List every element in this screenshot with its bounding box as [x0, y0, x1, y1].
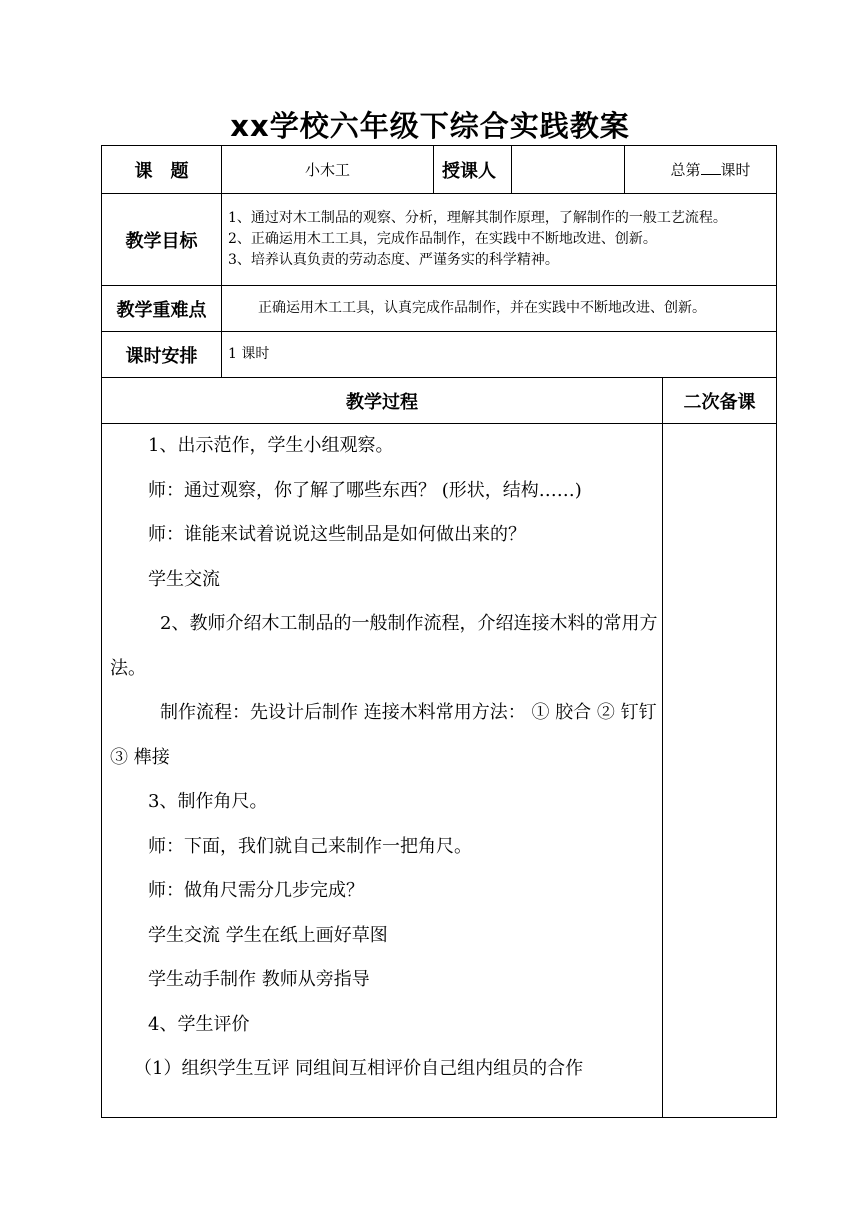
goals-label: 教学目标 [102, 194, 222, 286]
topic-row [102, 146, 777, 194]
process-para-11: 学生动手制作 教师从旁指导 [148, 969, 370, 990]
goals-row [102, 194, 777, 286]
process-para-2: 师：通过观察，你了解了哪些东西？ (形状，结构……) [148, 479, 582, 501]
total-prefix: 总第 [670, 161, 701, 179]
process-header: 教学过程 [102, 378, 663, 424]
process-body-row [102, 424, 777, 1118]
goal-line-3: 3、培养认真负责的劳动态度、严谨务实的科学精神。 [228, 252, 559, 268]
second-prep-header: 二次备课 [663, 378, 777, 424]
process-para-10: 学生交流 学生在纸上画好草图 [148, 924, 388, 946]
teacher-value [512, 146, 625, 194]
process-para-8: 师：下面，我们就自己来制作一把角尺。 [148, 835, 472, 857]
total-lesson-cell [625, 146, 777, 194]
process-para-1: 1、出示范作，学生小组观察。 [148, 435, 394, 456]
process-para-5: 2、教师介绍木工制品的一般制作流程，介绍连接木料的常用方法。 [110, 613, 658, 679]
process-para-13: （1）组织学生互评 同组间互相评价自己组内组员的合作 [134, 1058, 584, 1079]
process-para-6: 制作流程：先设计后制作 连接木料常用方法： ① 胶合 ② 钉钉 ③ 榫接 [110, 702, 657, 768]
schedule-label: 课时安排 [102, 332, 222, 378]
teacher-label: 授课人 [434, 146, 512, 194]
process-para-4: 学生交流 [148, 568, 220, 590]
goals-content [222, 194, 777, 286]
key-points-label: 教学重难点 [102, 286, 222, 332]
page-title: xx学校六年级下综合实践教案 [230, 109, 630, 143]
key-points-text: 正确运用木工工具，认真完成作品制作，并在实践中不断地改进、创新。 [222, 286, 777, 332]
process-para-9: 师：做角尺需分几步完成？ [148, 880, 364, 901]
process-para-12: 4、学生评价 [148, 1013, 250, 1035]
topic-value: 小木工 [222, 146, 434, 194]
schedule-value: 1 课时 [222, 332, 777, 378]
goal-line-1: 1、通过对木工制品的观察、分析，理解其制作原理，了解制作的一般工艺流程。 [228, 210, 727, 226]
lesson-plan-table [101, 145, 776, 1118]
key-points-row [102, 286, 777, 332]
process-body [102, 424, 663, 1118]
process-para-3: 师：谁能来试着说说这些制品是如何做出来的？ [148, 524, 526, 545]
second-prep-body [663, 424, 777, 1118]
process-para-7: 3、制作角尺。 [148, 791, 268, 812]
goal-line-2: 2、正确运用木工工具，完成作品制作，在实践中不断地改进、创新。 [228, 231, 657, 247]
total-blank [701, 160, 721, 175]
schedule-row [102, 332, 777, 378]
topic-label: 课 题 [102, 146, 222, 194]
total-suffix: 课时 [720, 161, 751, 179]
process-header-row [102, 378, 777, 424]
